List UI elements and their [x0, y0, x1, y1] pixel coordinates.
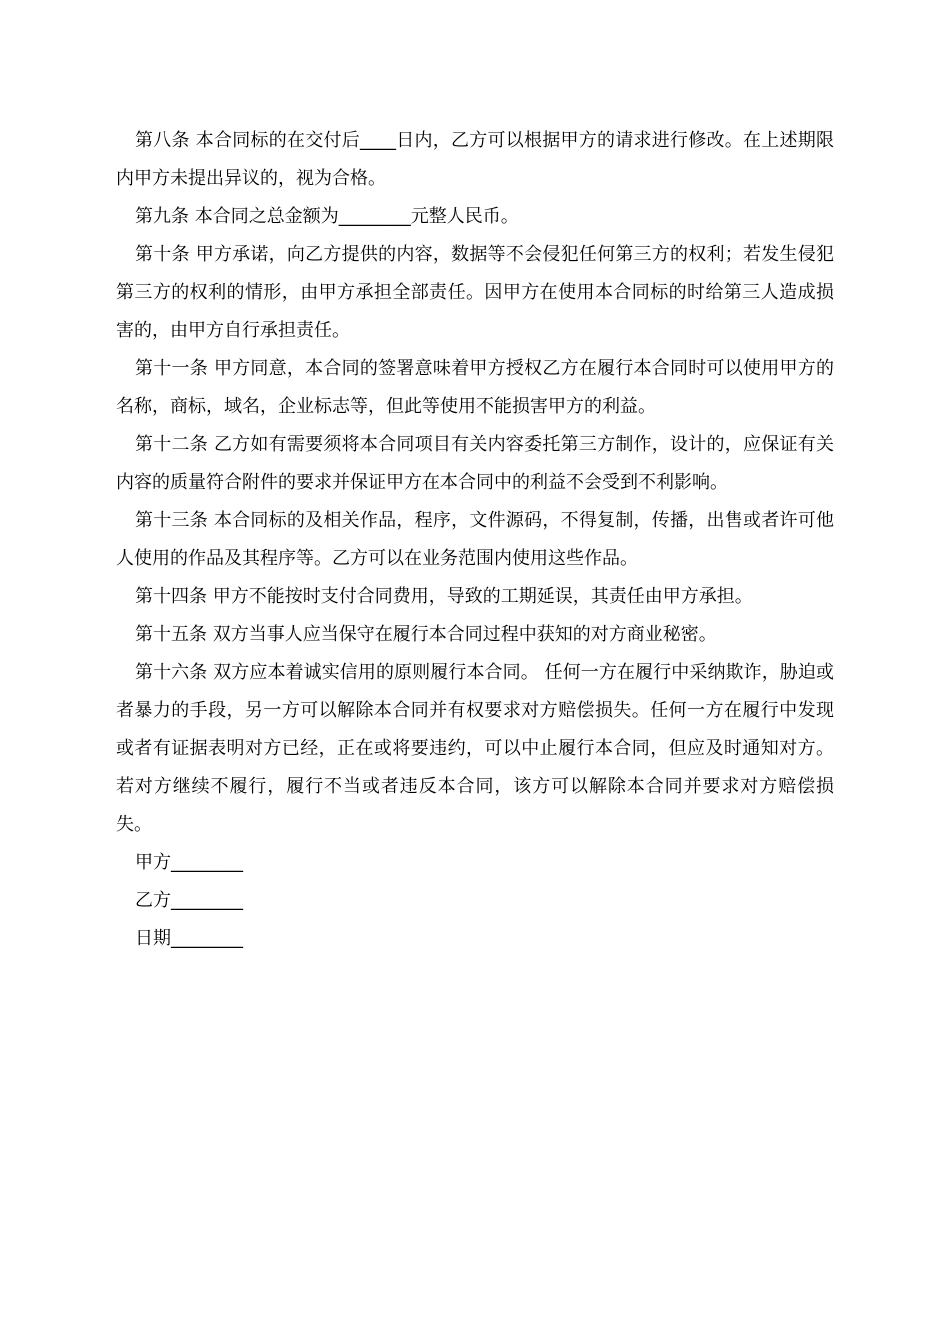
signature-party-b: 乙方________ — [135, 890, 243, 911]
article-14: 第十四条 甲方不能按时支付合同费用，导致的工期延误，其责任由甲方承担。 — [135, 586, 753, 607]
article-10: 第十条 甲方承诺，向乙方提供的内容，数据等不会侵犯任何第三方的权利；若发生侵犯第三方的权利的情形，由甲方承担全部责任。因甲方在使用本合同标的时给第三人造成损害的，由甲方自行承担责任。 — [116, 244, 834, 341]
article-12: 第十二条 乙方如有需要须将本合同项目有关内容委托第三方制作，设计的，应保证有关内容的质量符合附件的要求并保证甲方在本合同中的利益不会受到不利影响。 — [116, 434, 834, 493]
article-15: 第十五条 双方当事人应当保守在履行本合同过程中获知的对方商业秘密。 — [135, 624, 717, 645]
article-9: 第九条 本合同之总金额为________元整人民币。 — [135, 206, 519, 227]
article-13: 第十三条 本合同标的及相关作品，程序，文件源码，不得复制，传播，出售或者许可他人使用的作品及其程序等。乙方可以在业务范围内使用这些作品。 — [116, 510, 834, 569]
article-16: 第十六条 双方应本着诚实信用的原则履行本合同。 任何一方在履行中采纳欺诈，胁迫或者暴力的手段，另一方可以解除本合同并有权要求对方赔偿损失。任何一方在履行中发现或者有证据表明对方已经，正在或将要违约，可以中止履行本合同，但应及时通知对方。若对方继续不履行，履行不当或者违反本合同，该方可以解除本合同并要求对方赔偿损失。 — [116, 662, 834, 835]
signature-date: 日期________ — [135, 928, 243, 949]
article-11: 第十一条 甲方同意，本合同的签署意味着甲方授权乙方在履行本合同时可以使用甲方的名称，商标，域名，企业标志等，但此等使用不能损害甲方的利益。 — [116, 358, 834, 417]
signature-party-a: 甲方________ — [135, 852, 243, 873]
document-body — [116, 122, 834, 958]
article-8: 第八条 本合同标的在交付后____日内，乙方可以根据甲方的请求进行修改。在上述期限内甲方未提出异议的，视为合格。 — [116, 130, 834, 189]
